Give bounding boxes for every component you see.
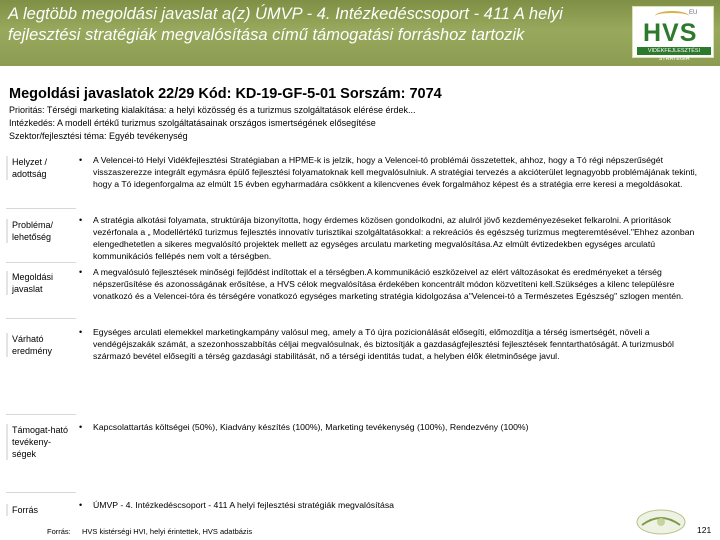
meta-priority: Prioritás: Térségi marketing kialakítása: a helyi közösség és a turizmus szolgáltatások elérése érdek... xyxy=(9,105,416,115)
row-label: Támogat-ható tevékeny-ségek xyxy=(6,424,74,460)
row-label: Helyzet / adottság xyxy=(6,156,74,180)
row-divider xyxy=(6,492,76,493)
hvs-emblem-icon xyxy=(636,509,686,535)
row-divider xyxy=(6,208,76,209)
bullet: • xyxy=(79,500,83,510)
row-divider xyxy=(6,318,76,319)
row-text: Egységes arculati elemekkel marketingkampány valósul meg, amely a Tó újra pozicionálását elősegíti, előmozdítja a térség ismertségét, növeli a vendégéjszakák számát, a szezonhosszabbítás céljai megvalósulnak, és biztosítják a gazdaságfejlesztési fejlesztések fenntarthatóságát. A turizmusból származó bevétel elősegíti a térség gazdasági stabilitását, nő a térségi identitás tudat, a helyben élők életminősége javul. xyxy=(93,327,674,362)
logo-text: HVS xyxy=(643,19,698,47)
header-banner xyxy=(0,0,720,66)
bullet: • xyxy=(79,422,83,432)
meta-sector: Szektor/fejlesztési téma: Egyéb tevékenység xyxy=(9,131,188,141)
bullet: • xyxy=(79,215,83,225)
row-text: A stratégia alkotási folyamata, struktúrája bizonyította, hogy érdemes közösen gondolkodni, az alulról jövő kezdeményezéseket felkarolni. A prioritások vezérfonala a „ Modellértékű turizmus fejlesztés innovatív turisztikai szolgáltatásokkal: a rekreációs és egészség turizmus megteremtésével."Ehhez azonban elengedhetetlen a sikeres megvalósító projektek mellett az egységes arculatu marketing megvalósítása.Az elmúlt évtizedekben egységes arculatú kommunikációs fellépés nem volt a térségben. xyxy=(93,215,695,262)
bullet: • xyxy=(79,267,83,277)
meta-measure: Intézkedés: A modell értékű turizmus szolgáltatásainak országos ismertségének elősegítése xyxy=(9,118,376,128)
row-text: Kapcsolattartás költségei (50%), Kiadvány készítés (100%), Marketing tevékenység (100%), Rendezvény (100%) xyxy=(93,422,529,432)
row-label: Forrás xyxy=(6,504,74,516)
bullet: • xyxy=(79,155,83,165)
bullet: • xyxy=(79,327,83,337)
row-label: Megoldási javaslat xyxy=(6,271,74,295)
row-text: A megvalósuló fejlesztések minőségi fejlődést indítottak el a térségben.A kommunikáció eszközeivel az elért változásokat és eredményeket a térség népszerűsítése és azonosságának erősítése, a HVS célok megvalósítása érdekében koncentrált módon közvetíteni kell.Szükséges a kilenc településre vonatkozó és a Velencei-tóra és térségére vonatkozó egységes marketing stratégia kidolgozása a"Velencei-tó a Természetes Egészség" szlogen mentén. xyxy=(93,267,684,302)
logo-eu-label: EU xyxy=(689,10,698,16)
row-divider xyxy=(6,262,76,263)
footer-source-label: Forrás: xyxy=(47,527,71,536)
row-text: A Velencei-tó Helyi Vidékfejlesztési Stratégiaban a HPME-k is jelzik, hogy a Velencei-tó problémái összetettek, ahhoz, hogy a Tó régi népszerűségét visszaszerezze integrált egymásra épülő fejlesztési folyamatoknak kell megvalósulniuk. A stratégiai tervezés a akcióterület legnagyobb problémájának tekinti, hogy a Tó idegenforgalma az elmúlt 15 évben egyharmadára csökkent a kilencvenes évek forgalmához képest és a stratégia erre keresi a megoldásokat. xyxy=(93,155,698,190)
hvs-logo xyxy=(632,6,714,62)
page-number: 121 xyxy=(697,525,712,535)
footer-source: HVS kistérségi HVI, helyi érintettek, HVS adatbázis xyxy=(82,527,253,536)
row-label: Probléma/ lehetőség xyxy=(6,219,74,243)
row-text: ÚMVP - 4. Intézkedéscsoport - 411 A helyi fejlesztési stratégiák megvalósítása xyxy=(93,500,394,510)
row-divider xyxy=(6,414,76,415)
row-label: Várható eredmény xyxy=(6,333,74,357)
logo-tagline: VIDÉKFEJLESZTÉSI STRATÉGIA xyxy=(637,47,711,55)
header-title: A legtöbb megoldási javaslat a(z) ÚMVP - 4. Intézkedéscsoport - 411 A helyi fejlesztési stratégiák megvalósítása című támogatási forráshoz tartozik xyxy=(8,5,563,44)
document-title: Megoldási javaslatok 22/29 Kód: KD-19-GF-5-01 Sorszám: 7074 xyxy=(9,86,442,102)
